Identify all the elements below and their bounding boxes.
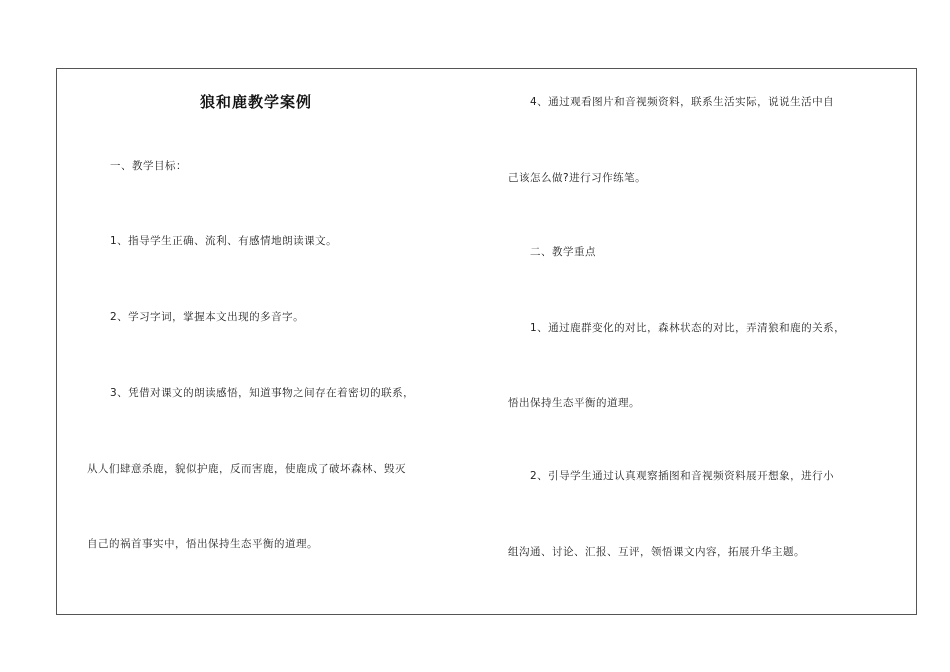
- document-title: 狼和鹿教学案例: [200, 93, 313, 111]
- focus-1-line-1: 1、通过鹿群变化的对比，森林状态的对比，弄清狼和鹿的关系，: [530, 322, 846, 334]
- goal-3-line-3: 自己的祸首事实中，悟出保持生态平衡的道理。: [87, 538, 318, 550]
- goal-4-line-1: 4、通过观看图片和音视频资料，联系生活实际，说说生活中自: [530, 96, 835, 108]
- page-frame: [56, 68, 917, 615]
- goal-2: 2、学习字词，掌握本文出现的多音字。: [110, 311, 305, 323]
- focus-heading: 二、教学重点: [530, 246, 596, 258]
- goal-4-line-2: 己该怎么做?进行习作练笔。: [508, 172, 647, 184]
- focus-2-line-2: 组沟通、讨论、汇报、互评，领悟课文内容，拓展升华主题。: [508, 546, 805, 558]
- focus-2-line-1: 2、引导学生通过认真观察插图和音视频资料展开想象，进行小: [530, 470, 835, 482]
- focus-1-line-2: 悟出保持生态平衡的道理。: [508, 397, 640, 409]
- goal-3-line-2: 从人们肆意杀鹿，貌似护鹿，反而害鹿，使鹿成了破坏森林、毁灭: [87, 463, 406, 475]
- goals-heading: 一、教学目标：: [110, 160, 187, 172]
- goal-3-line-1: 3、凭借对课文的朗读感悟，知道事物之间存在着密切的联系，: [110, 387, 415, 399]
- goal-1: 1、指导学生正确、流利、有感情地朗读课文。: [110, 235, 338, 247]
